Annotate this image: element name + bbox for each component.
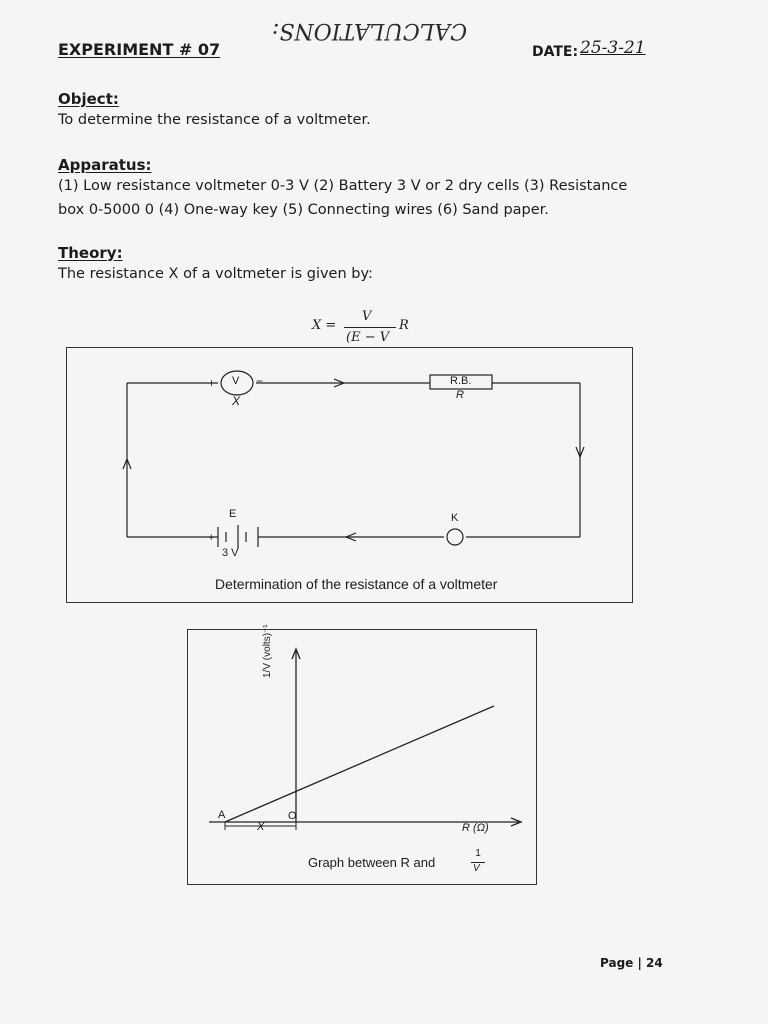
graph-x-segment: X: [257, 821, 265, 833]
battery-e-label: E: [229, 508, 237, 520]
theory-heading: Theory:: [58, 244, 123, 262]
graph-point-a: A: [218, 809, 226, 821]
voltmeter-symbol: V: [232, 375, 240, 387]
graph-origin-label: O: [288, 810, 297, 822]
circuit-diagram: [66, 347, 634, 604]
circuit-caption: Determination of the resistance of a voltmeter: [215, 576, 498, 592]
theory-text: The resistance X of a voltmeter is given by:: [58, 266, 373, 282]
graph-x-axis-label: R (Ω): [462, 822, 489, 834]
date-value: 25-3-21: [580, 38, 646, 58]
graph-caption-text: Graph between R and: [308, 855, 436, 870]
formula-fraction-bar: [344, 327, 396, 328]
formula-lhs: X =: [312, 318, 337, 333]
page-number: Page | 24: [600, 956, 663, 970]
apparatus-heading: Apparatus:: [58, 156, 152, 174]
apparatus-line-2: box 0-5000 0 (4) One-way key (5) Connecting wires (6) Sand paper.: [58, 202, 549, 218]
resistance-box-label: R.B.: [450, 375, 472, 387]
handwritten-title: CALCULATIONS:: [272, 18, 468, 43]
graph-caption-frac-num: 1: [475, 848, 481, 859]
graph-caption-frac-den: V: [473, 863, 480, 874]
graph-y-label: 1/V (volts)⁻¹: [262, 624, 273, 678]
apparatus-line-1: (1) Low resistance voltmeter 0-3 V (2) Battery 3 V or 2 dry cells (3) Resistance: [58, 178, 628, 194]
voltmeter-x-label: X: [232, 394, 241, 408]
voltmeter-minus: −: [256, 374, 264, 388]
battery-plus: +: [208, 532, 215, 544]
resistance-box-r: R: [456, 389, 464, 401]
battery-voltage: 3 V: [222, 547, 239, 559]
graph-plot: [187, 629, 538, 886]
experiment-number: EXPERIMENT # 07: [58, 40, 221, 59]
key-label: K: [451, 512, 459, 524]
object-text: To determine the resistance of a voltmeter.: [58, 112, 371, 128]
formula-rhs: R: [399, 318, 409, 333]
date-label: DATE:: [532, 44, 579, 60]
voltmeter-plus: +: [208, 376, 216, 390]
formula-numerator: V: [362, 309, 372, 324]
formula-denominator: (E − V: [346, 330, 390, 345]
object-heading: Object:: [58, 90, 119, 108]
